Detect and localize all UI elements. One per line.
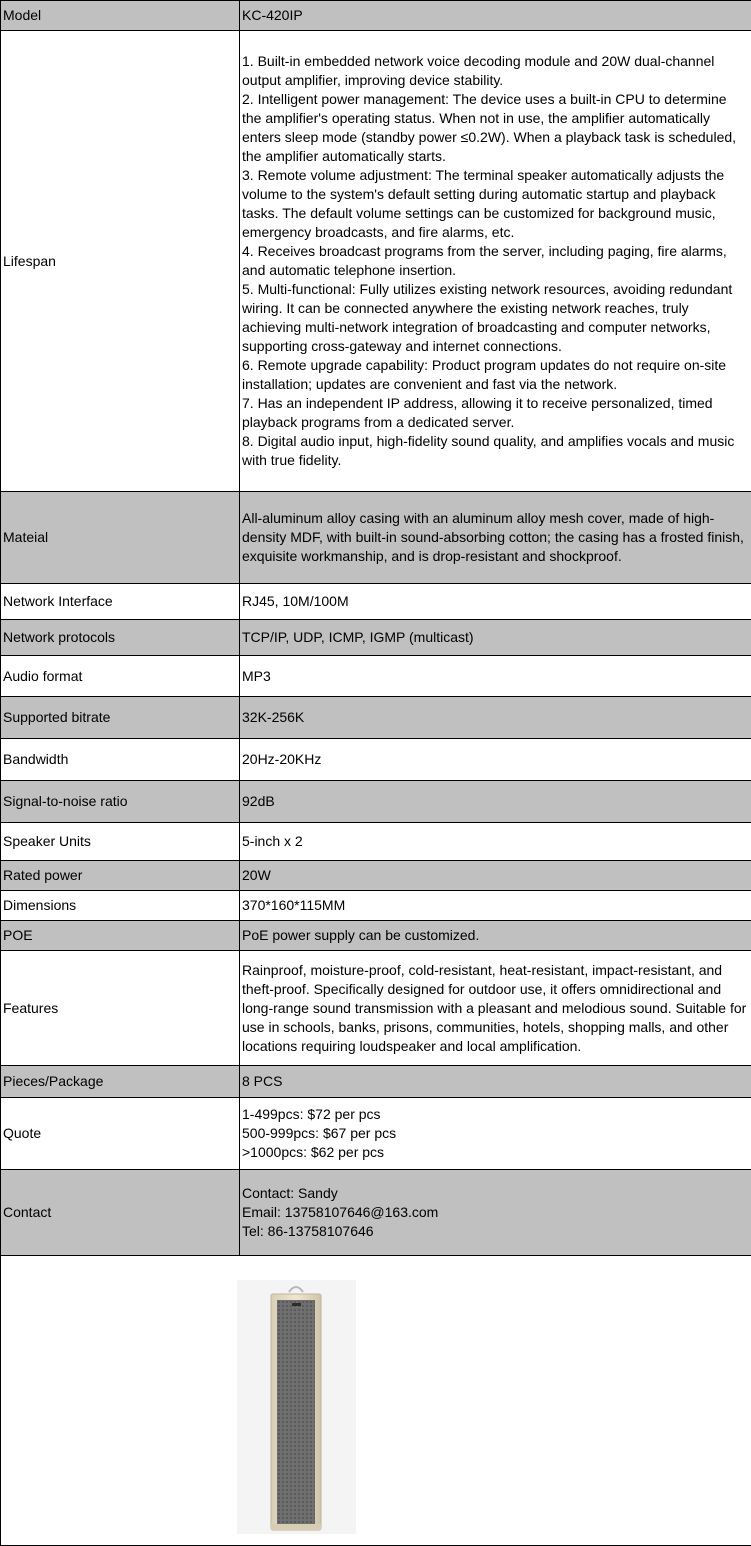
row-snr [1,781,751,823]
row-value: All-aluminum alloy casing with an aluminum alloy mesh cover, made of high-density MDF, with built-in sound-absorbing cotton; the casing has a frosted finish, exquisite workmanship, and is drop-resistant and shockproof. [240,492,751,584]
row-label: Speaker Units [1,823,240,861]
row-product-image [1,1256,751,1546]
row-label: Supported bitrate [1,697,240,739]
row-label: Mateial [1,492,240,584]
row-lifespan [1,31,751,492]
row-speaker-units [1,823,751,861]
row-quote [1,1098,751,1170]
row-label: Dimensions [1,891,240,921]
row-features [1,951,751,1066]
row-value: KC-420IP [240,1,751,31]
row-value: PoE power supply can be customized. [240,921,751,951]
row-model [1,1,751,31]
row-label: Quote [1,1098,240,1170]
row-label: Rated power [1,861,240,891]
row-label: Model [1,1,240,31]
row-network-interface [1,584,751,620]
row-value: 370*160*115MM [240,891,751,921]
row-label: Network Interface [1,584,240,620]
column-speaker-image [237,1280,356,1534]
row-material [1,492,751,584]
row-contact [1,1170,751,1256]
row-value: 32K-256K [240,697,751,739]
row-value: TCP/IP, UDP, ICMP, IGMP (multicast) [240,620,751,656]
row-label: Contact [1,1170,240,1256]
row-label: Signal-to-noise ratio [1,781,240,823]
row-value: 20W [240,861,751,891]
row-label: Bandwidth [1,739,240,781]
row-value: Rainproof, moisture-proof, cold-resistant, heat-resistant, impact-resistant, and theft-proof. Specifically designed for outdoor use, it offers omnidirectional and long-range sound transmission with a pleasant and melodious sound. Suitable for use in schools, banks, prisons, communities, hotels, shopping malls, and other locations requiring loudspeaker and local amplification. [240,951,751,1066]
row-label: Features [1,951,240,1066]
row-label: Network protocols [1,620,240,656]
row-network-protocols [1,620,751,656]
row-dimensions [1,891,751,921]
row-value: 1. Built-in embedded network voice decoding module and 20W dual-channel output amplifier, improving device stability. 2. Intelligent power management: The device uses a built-in CPU to determine the amplifier's operating status. When not in use, the amplifier automatically enters sleep mode (standby power ≤0.2W). When a playback task is scheduled, the amplifier automatically starts. 3. Remote volume adjustment: The terminal speaker automatically adjusts the volume to the system's default setting during automatic startup and playback tasks. The default volume settings can be customized for background music, emergency broadcasts, and fire alarms, etc. 4. Receives broadcast programs from the server, including paging, fire alarms, and automatic telephone insertion. 5. Multi-functional: Fully utilizes existing network resources, avoiding redundant wiring. It can be connected anywhere the existing network reaches, truly achieving multi-network integration of broadcasting and computer networks, supporting cross-gateway and internet connections. 6. Remote upgrade capability: Product program updates do not require on-site installation; updates are convenient and fast via the network. 7. Has an independent IP address, allowing it to receive personalized, timed playback programs from a dedicated server. 8. Digital audio input, high-fidelity sound quality, and amplifies vocals and music with true fidelity. [240,31,751,492]
row-value: 92dB [240,781,751,823]
row-supported-bitrate [1,697,751,739]
row-value: 5-inch x 2 [240,823,751,861]
product-image-cell [1,1256,751,1546]
row-value: 20Hz-20KHz [240,739,751,781]
row-label: Audio format [1,656,240,697]
row-value: RJ45, 10M/100M [240,584,751,620]
row-pieces-package [1,1066,751,1098]
row-value: 8 PCS [240,1066,751,1098]
row-label: Pieces/Package [1,1066,240,1098]
row-bandwidth [1,739,751,781]
row-value: 1-499pcs: $72 per pcs 500-999pcs: $67 per pcs >1000pcs: $62 per pcs [240,1098,751,1170]
row-poe [1,921,751,951]
row-value: MP3 [240,656,751,697]
row-rated-power [1,861,751,891]
row-value: Contact: Sandy Email: 13758107646@163.com Tel: 86-13758107646 [240,1170,751,1256]
row-audio-format [1,656,751,697]
row-label: Lifespan [1,31,240,492]
row-label: POE [1,921,240,951]
